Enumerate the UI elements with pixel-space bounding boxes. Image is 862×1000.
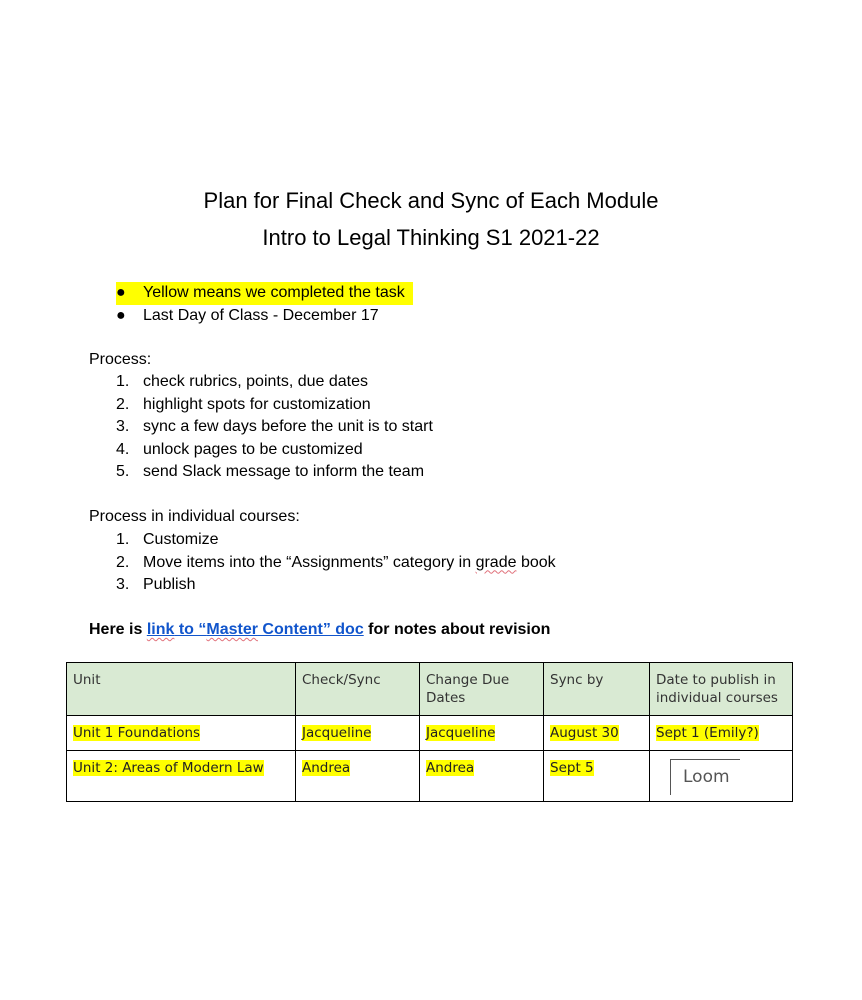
bullet-list <box>116 282 413 327</box>
module-plan-table <box>66 662 793 802</box>
table-cell: Jacqueline <box>420 716 544 751</box>
loom-embed-button[interactable] <box>670 759 740 795</box>
table-cell: Andrea <box>420 751 544 802</box>
list-item-text: send Slack message to inform the team <box>143 463 425 480</box>
bullet-dot-icon: ● <box>116 284 126 301</box>
table-header-cell: Date to publish in individual courses <box>650 663 793 716</box>
spellcheck-word: grade <box>475 553 517 571</box>
process-label: Process: <box>89 351 152 368</box>
table-header-cell: Check/Sync <box>296 663 420 716</box>
table-cell <box>650 751 793 802</box>
table-cell: Sept 5 <box>544 751 650 802</box>
master-content-link[interactable]: link to “Master Content” doc <box>146 621 364 638</box>
list-item: 4. unlock pages to be customized <box>116 439 433 462</box>
list-item-text: sync a few days before the unit is to start <box>143 418 433 435</box>
bullet-item-highlighted <box>116 282 413 305</box>
list-item: 2. Move items into the “Assignments” category in grade book <box>116 552 556 575</box>
document-subtitle: Intro to Legal Thinking S1 2021-22 <box>262 225 600 250</box>
table-header-row <box>67 663 793 716</box>
list-item-text: Customize <box>143 531 219 548</box>
table-cell: Unit 1 Foundations <box>67 716 296 751</box>
bullet-dot-icon: ● <box>116 306 126 324</box>
table-cell: August 30 <box>544 716 650 751</box>
table-cutoff-cover <box>0 806 862 1000</box>
list-item: 1. Customize <box>116 529 556 552</box>
loom-label: Loom <box>683 767 730 787</box>
table-row <box>67 716 793 751</box>
list-item: 1. check rubrics, points, due dates <box>116 371 433 394</box>
table-cell: Jacqueline <box>296 716 420 751</box>
bullet-text: Last Day of Class - December 17 <box>143 306 379 324</box>
list-item-text: check rubrics, points, due dates <box>143 373 369 390</box>
bullet-item <box>116 305 413 328</box>
table-cell: Unit 2: Areas of Modern Law <box>67 751 296 802</box>
table-cell: Andrea <box>296 751 420 802</box>
list-item: 3. Publish <box>116 574 556 597</box>
list-item-text: Publish <box>143 576 196 593</box>
list-item: 3. sync a few days before the unit is to start <box>116 416 433 439</box>
list-item-text: Move items into the “Assignments” category in grade book <box>143 553 556 571</box>
bullet-text: Yellow means we completed the task <box>143 284 405 301</box>
list-item: 5. send Slack message to inform the team <box>116 461 433 484</box>
process-individual-list <box>116 529 556 597</box>
table-row <box>67 751 793 802</box>
table-header-cell: Unit <box>67 663 296 716</box>
document-title: Plan for Final Check and Sync of Each Module <box>203 188 659 213</box>
process-list <box>116 371 433 484</box>
list-item-text: highlight spots for customization <box>143 395 371 413</box>
list-item-text: unlock pages to be customized <box>143 440 363 458</box>
table-header-cell: Change Due Dates <box>420 663 544 716</box>
list-item: 2. highlight spots for customization <box>116 394 433 417</box>
table-cell: Sept 1 (Emily?) <box>650 716 793 751</box>
table-header-cell: Sync by <box>544 663 650 716</box>
process-individual-label: Process in individual courses: <box>89 508 300 525</box>
master-content-link-line: Here is link to “Master Content” doc for notes about revision <box>89 621 551 638</box>
